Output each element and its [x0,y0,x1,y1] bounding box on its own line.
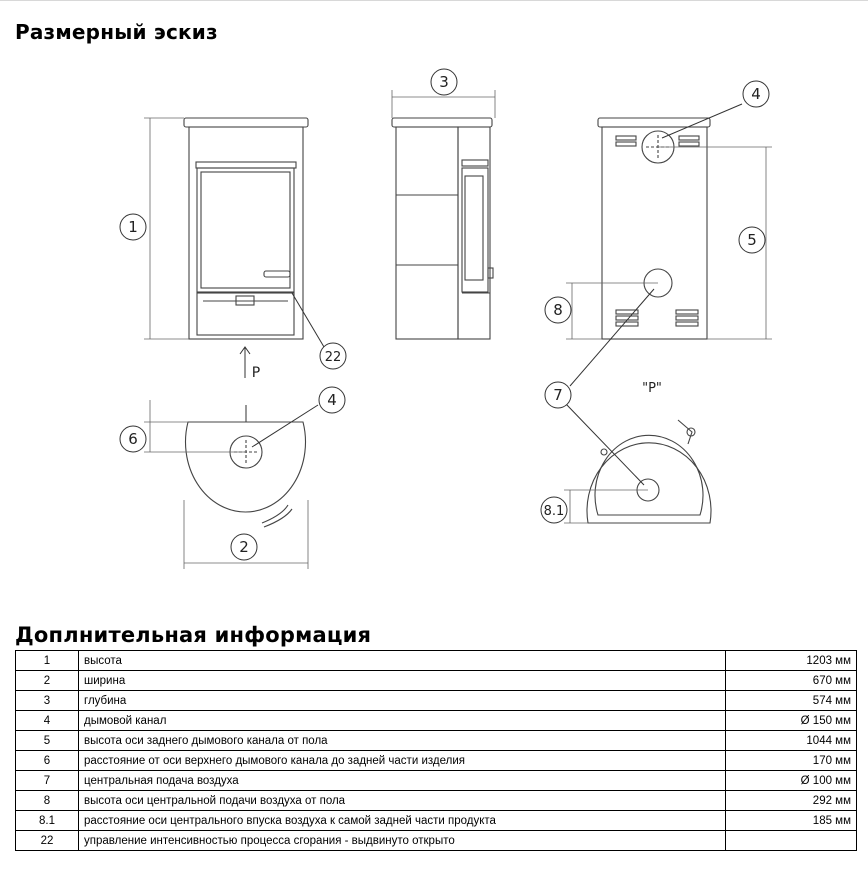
table-row [16,811,857,831]
rear-view [598,118,710,339]
table-row [16,651,857,671]
spec-value: 1044 мм [726,731,857,751]
spec-number: 7 [16,771,79,791]
callout-22: 22 [324,350,342,365]
view-p-label: "P" [642,381,662,396]
callout-2: 2 [239,538,249,556]
spec-description: ширина [79,671,726,691]
table-row [16,771,857,791]
callout-6: 6 [128,430,138,448]
spec-value: Ø 150 мм [726,711,857,731]
callout-4-rear: 4 [751,85,761,103]
specs-table [15,650,857,851]
table-row [16,711,857,731]
spec-description: расстояние от оси верхнего дымового канала до задней части изделия [79,751,726,771]
callout-3: 3 [439,73,449,91]
callout-7-rear: 7 [553,386,563,404]
callout-4-top: 4 [327,391,337,409]
spec-description: высота оси центральной подачи воздуха от пола [79,791,726,811]
section-title-dimension-sketch: Размерный эскиз [15,20,218,44]
spec-value: Ø 100 мм [726,771,857,791]
spec-number: 8.1 [16,811,79,831]
spec-number: 2 [16,671,79,691]
spec-description: центральная подача воздуха [79,771,726,791]
spec-value: 574 мм [726,691,857,711]
table-row [16,831,857,851]
arrow-p-label: P [251,365,261,381]
bottom-view [587,420,711,523]
spec-number: 8 [16,791,79,811]
spec-value: 170 мм [726,751,857,771]
callout-8-1: 8.1 [543,504,565,519]
spec-number: 3 [16,691,79,711]
dimension-drawing [0,50,868,610]
spec-number: 4 [16,711,79,731]
spec-number: 22 [16,831,79,851]
spec-number: 1 [16,651,79,671]
callout-1: 1 [128,218,138,236]
section-title-additional-info: Доплнительная информация [15,623,372,647]
top-view [186,405,306,527]
callout-8: 8 [553,301,563,319]
spec-description: управление интенсивностью процесса сгорания - выдвинуто открыто [79,831,726,851]
spec-value: 670 мм [726,671,857,691]
side-view [392,118,493,339]
spec-value: 185 мм [726,811,857,831]
table-row [16,731,857,751]
spec-value: 292 мм [726,791,857,811]
top-divider [0,0,868,1]
table-row [16,791,857,811]
spec-number: 6 [16,751,79,771]
spec-description: дымовой канал [79,711,726,731]
spec-value [726,831,857,851]
table-row [16,691,857,711]
spec-description: глубина [79,691,726,711]
callout-5: 5 [747,231,757,249]
table-row [16,671,857,691]
table-row [16,751,857,771]
spec-description: высота оси заднего дымового канала от пола [79,731,726,751]
spec-number: 5 [16,731,79,751]
spec-description: расстояние оси центрального впуска воздуха к самой задней части продукта [79,811,726,831]
spec-value: 1203 мм [726,651,857,671]
spec-description: высота [79,651,726,671]
front-view [184,118,308,339]
